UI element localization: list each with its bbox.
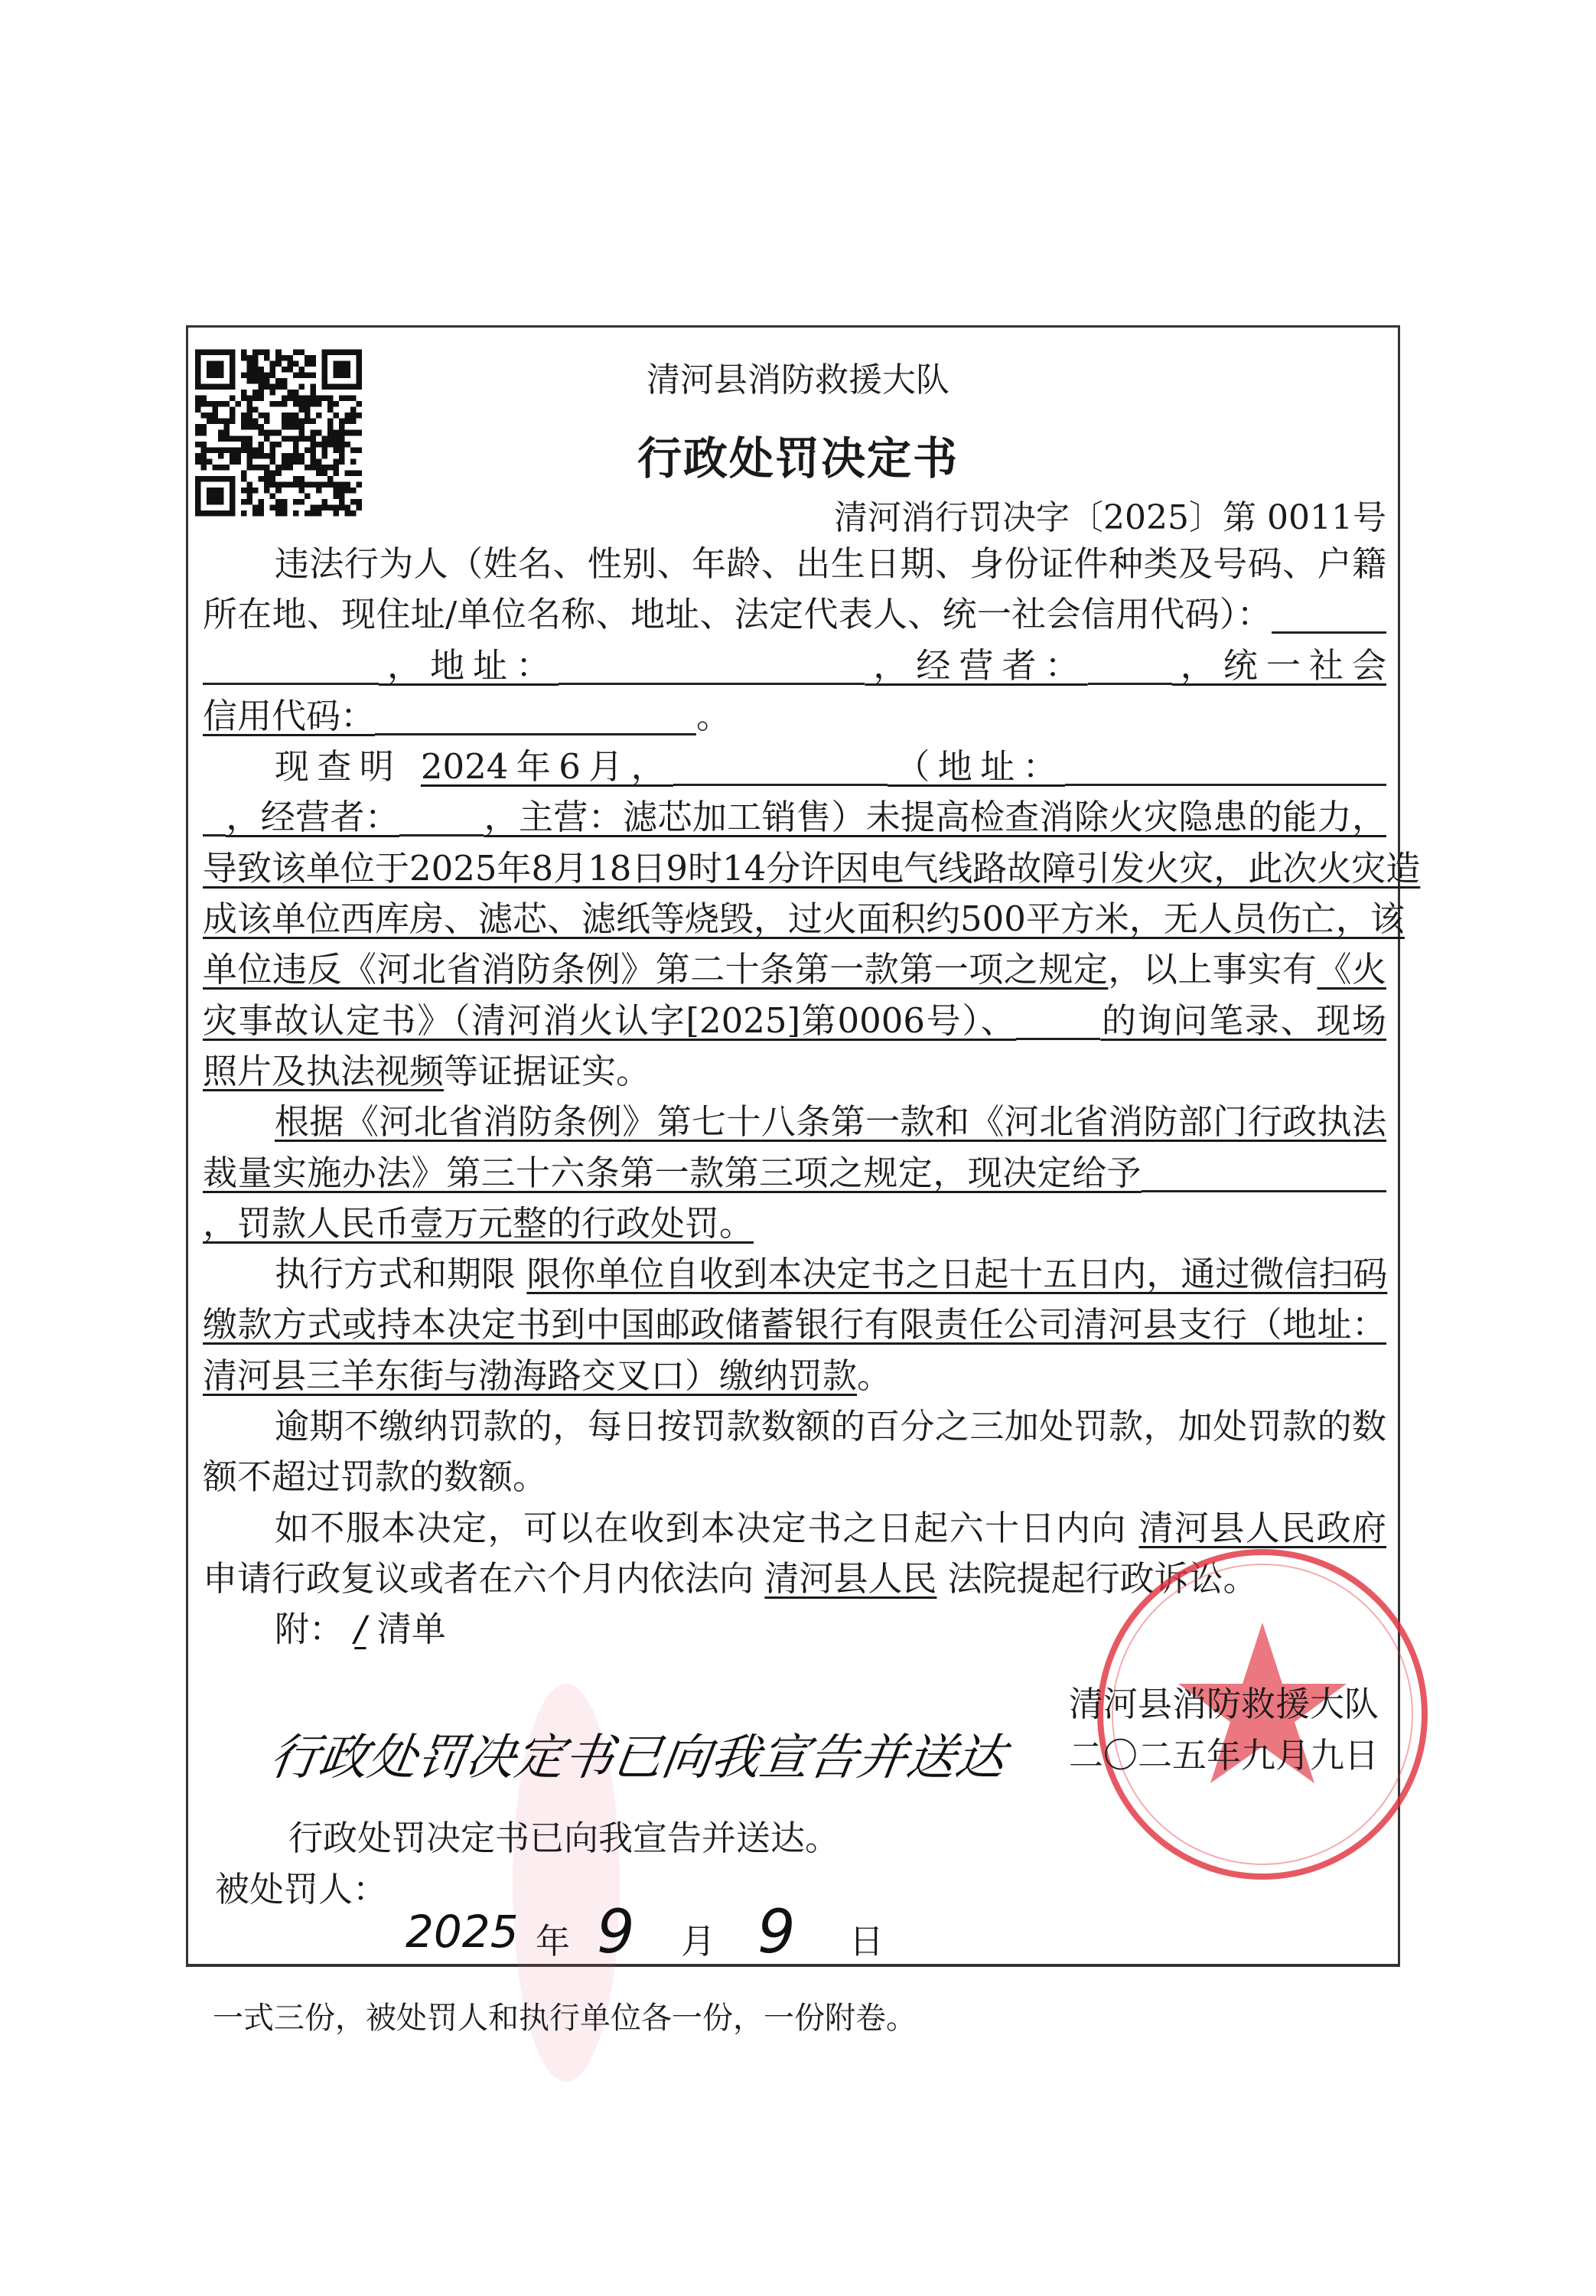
- attachment-item: 清单: [376, 1609, 446, 1650]
- qr-module: [327, 504, 334, 510]
- qr-module: [333, 488, 339, 494]
- qr-module: [275, 401, 282, 407]
- execution-line: [203, 1351, 1386, 1401]
- text: 导致该单位于2025年8月18日9时14分许因电气线路故障引发火灾，此次火灾造: [203, 847, 1421, 889]
- qr-module: [275, 510, 282, 517]
- qr-module: [241, 499, 247, 505]
- text: 清河县人民政府: [1138, 1507, 1386, 1548]
- redacted-field: [1272, 601, 1386, 634]
- text: （地址：: [888, 746, 1065, 788]
- text: ，统一社会: [1171, 644, 1386, 686]
- qr-module: [350, 407, 357, 413]
- qr-module: [327, 401, 334, 407]
- day-unit: 日: [849, 1921, 884, 1962]
- qr-module: [195, 407, 201, 413]
- qr-module: [270, 401, 276, 407]
- redacted-field: [1065, 753, 1386, 786]
- redacted-field: [399, 804, 484, 837]
- text: 2024年6月，: [420, 746, 674, 788]
- party-label: 被处罚人：: [215, 1869, 388, 1910]
- qr-module: [321, 504, 327, 510]
- redacted-field: [1142, 1159, 1386, 1192]
- qr-module: [333, 510, 339, 517]
- qr-module: [333, 401, 339, 407]
- qr-module: [298, 407, 305, 413]
- facts-line: [203, 792, 1386, 843]
- qr-module: [344, 504, 350, 510]
- qr-module: [339, 499, 345, 505]
- qr-module: [195, 401, 201, 407]
- text: 清河县人民: [764, 1557, 937, 1599]
- qr-module: [201, 401, 207, 407]
- qr-module: [339, 504, 345, 510]
- qr-module: [316, 510, 322, 517]
- qr-module: [259, 504, 265, 510]
- qr-module: [252, 488, 259, 494]
- facts-line: [203, 944, 1386, 995]
- qr-module: [356, 504, 362, 510]
- qr-module: [350, 499, 357, 505]
- qr-module: [264, 488, 270, 494]
- qr-module: [282, 401, 288, 407]
- qr-module: [230, 413, 236, 419]
- basis-line: [203, 1097, 1386, 1147]
- text: ，经营者：: [226, 797, 400, 838]
- redacted-field: [559, 652, 865, 685]
- qr-module: [275, 488, 282, 494]
- receipt-statement: 行政处罚决定书已向我宣告并送达。: [288, 1818, 840, 1858]
- qr-module: [241, 488, 247, 494]
- qr-module: [344, 413, 350, 419]
- qr-module: [298, 401, 305, 407]
- text: 额不超过罚款的数额。: [203, 1456, 548, 1498]
- text: 执行方式和期限: [275, 1254, 516, 1295]
- text: 照片及执法视频: [203, 1050, 445, 1091]
- execution-line: [203, 1300, 1386, 1350]
- issue-date: 二〇二五年九月九日: [1069, 1735, 1379, 1776]
- qr-module: [252, 510, 259, 517]
- qr-module: [259, 499, 265, 505]
- qr-module: [247, 493, 253, 499]
- text: ，主营：滤芯加工销售）未提高检查消除火灾隐患的能力，: [484, 797, 1386, 838]
- qr-module: [356, 499, 362, 505]
- agency-heading: 清河县消防救援大队: [647, 360, 949, 400]
- text: ，以上事实有: [1108, 949, 1318, 990]
- qr-module: [259, 413, 265, 419]
- qr-module: [282, 504, 288, 510]
- qr-module: [201, 413, 207, 419]
- qr-module: [282, 413, 288, 419]
- text: 根据《河北省消防条例》第七十八条第一款和《河北省消防部门行政执法: [275, 1101, 1386, 1143]
- copies-note: 一式三份，被处罚人和执行单位各一份，一份附卷。: [213, 2001, 917, 2036]
- text: ，罚款人民币壹万元整的行政处罚。: [203, 1202, 754, 1244]
- qr-module: [270, 493, 276, 499]
- redacted-field: [203, 804, 226, 837]
- qr-module: [310, 510, 316, 517]
- qr-module: [287, 413, 293, 419]
- facts-line: [203, 996, 1386, 1046]
- qr-module: [350, 413, 357, 419]
- text: 裁量实施办法》第三十六条第一款第三项之规定，现决定给予: [203, 1152, 1142, 1193]
- qr-module: [293, 510, 299, 517]
- receipt-day: 9: [757, 1898, 796, 1967]
- qr-module: [344, 510, 350, 517]
- qr-module: [333, 413, 339, 419]
- text: 等证据证实。: [444, 1050, 651, 1091]
- qr-module: [230, 407, 236, 413]
- facts-line: [203, 894, 1405, 944]
- text: ，经营者：: [865, 644, 1088, 686]
- receipt-month: 9: [597, 1898, 635, 1967]
- text: 所在地、现住址/单位名称、地址、法定代表人、统一社会信用代码）：: [203, 594, 1272, 635]
- qr-module: [327, 407, 334, 413]
- year-unit: 年: [536, 1921, 571, 1962]
- qr-module: [333, 504, 339, 510]
- qr-module: [316, 413, 322, 419]
- qr-module: [213, 413, 219, 419]
- qr-module: [247, 413, 253, 419]
- late-payment-line: [203, 1401, 1386, 1452]
- text: 法院提起行政诉讼。: [947, 1557, 1258, 1599]
- receipt-year: 2025: [406, 1906, 519, 1958]
- month-unit: 月: [681, 1921, 716, 1962]
- redacted-field: [375, 703, 696, 735]
- text: 灾事故认定书》（清河消火认字[2025]第0006号）、: [203, 1000, 1017, 1041]
- qr-module: [241, 413, 247, 419]
- execution-line: [203, 1249, 1386, 1300]
- qr-finder: [207, 488, 224, 505]
- qr-module: [333, 493, 339, 499]
- redacted-field: [1016, 1007, 1100, 1040]
- qr-module: [282, 499, 288, 505]
- qr-module: [224, 401, 230, 407]
- qr-module: [252, 407, 259, 413]
- text: 单位违反《河北省消防条例》第二十条第一款第一项之规定: [203, 949, 1109, 990]
- qr-module: [213, 401, 219, 407]
- offender-line: [203, 589, 1386, 640]
- qr-module: [339, 493, 345, 499]
- qr-module: [259, 510, 265, 517]
- qr-module: [305, 407, 311, 413]
- text: 缴款方式或持本决定书到中国邮政储蓄银行有限责任公司清河县支行（地址：: [203, 1304, 1386, 1345]
- qr-module: [207, 413, 213, 419]
- attachment-count: /: [354, 1609, 366, 1650]
- qr-module: [350, 510, 357, 517]
- attachment-label: 附：: [275, 1609, 344, 1650]
- qr-module: [293, 413, 299, 419]
- text: 成该单位西库房、滤芯、滤纸等烧毁，过火面积约500平方米，无人员伤亡，该: [203, 899, 1405, 940]
- text: 现查明: [275, 746, 402, 788]
- qr-module: [305, 493, 311, 499]
- qr-module: [247, 401, 253, 407]
- issuer-name: 清河县消防救援大队: [1069, 1684, 1379, 1724]
- document-title: 行政处罚决定书: [637, 432, 959, 484]
- qr-module: [207, 401, 213, 407]
- qr-module: [264, 413, 270, 419]
- qr-module: [293, 499, 299, 505]
- text: 。: [696, 695, 731, 736]
- text: 限你单位自收到本决定书之日起十五日内，通过微信扫码: [526, 1254, 1388, 1295]
- qr-module: [339, 488, 345, 494]
- text: 清河县三羊东街与渤海路交叉口）缴纳罚款: [203, 1355, 858, 1396]
- text: 《火: [1317, 949, 1386, 990]
- qr-module: [252, 504, 259, 510]
- qr-module: [247, 488, 253, 494]
- offender-line: [203, 539, 1386, 589]
- basis-line: [203, 1199, 1386, 1249]
- handwritten-acknowledgement: 行政处罚决定书已向我宣告并送达: [265, 1730, 1009, 1786]
- document-body: [203, 539, 1421, 1655]
- qr-module: [298, 488, 305, 494]
- text: 的询问笔录、现场: [1100, 1000, 1386, 1041]
- basis-line: [203, 1148, 1386, 1199]
- qr-module: [321, 499, 327, 505]
- qr-module: [247, 499, 253, 505]
- qr-module: [298, 499, 305, 505]
- qr-module: [310, 504, 316, 510]
- qr-module: [305, 510, 311, 517]
- document-number: 清河消行罚决字〔2025〕第 0011号: [834, 498, 1386, 537]
- late-payment-line: [203, 1452, 1386, 1502]
- text: 违法行为人（姓名、性别、年龄、出生日期、身份证件种类及号码、户籍: [275, 543, 1386, 584]
- facts-line: [203, 843, 1421, 894]
- qr-module: [293, 401, 299, 407]
- qr-module: [236, 401, 242, 407]
- qr-module: [316, 504, 322, 510]
- facts-line: [203, 1046, 1386, 1097]
- qr-module: [247, 407, 253, 413]
- qr-module: [241, 510, 247, 517]
- text: 申请行政复议或者在六个月内依法向: [203, 1557, 754, 1599]
- qr-module: [270, 504, 276, 510]
- qr-module: [275, 499, 282, 505]
- qr-module: [213, 407, 219, 413]
- qr-module: [316, 488, 322, 494]
- offender-line: [203, 641, 1386, 691]
- redacted-field: [1088, 652, 1172, 685]
- text: 。: [857, 1355, 892, 1396]
- text: 逾期不缴纳罚款的，每日按罚款数额的百分之三加处罚款，加处罚款的数: [275, 1406, 1386, 1447]
- qr-module: [305, 413, 311, 419]
- qr-module: [316, 401, 322, 407]
- qr-module: [356, 401, 362, 407]
- qr-module: [356, 413, 362, 419]
- redacted-field: [203, 652, 379, 685]
- qr-module: [305, 401, 311, 407]
- facts-line: [203, 742, 1386, 792]
- qr-module: [275, 504, 282, 510]
- text: ，地址：: [379, 644, 559, 686]
- qr-module: [218, 401, 224, 407]
- qr-module: [344, 488, 350, 494]
- text: 如不服本决定，可以在收到本决定书之日起六十日内向: [275, 1507, 1127, 1548]
- qr-module: [350, 488, 357, 494]
- text: 信用代码：: [203, 695, 376, 736]
- redacted-field: [673, 753, 888, 786]
- offender-line: [203, 691, 1386, 742]
- qr-module: [282, 510, 288, 517]
- qr-module: [310, 401, 316, 407]
